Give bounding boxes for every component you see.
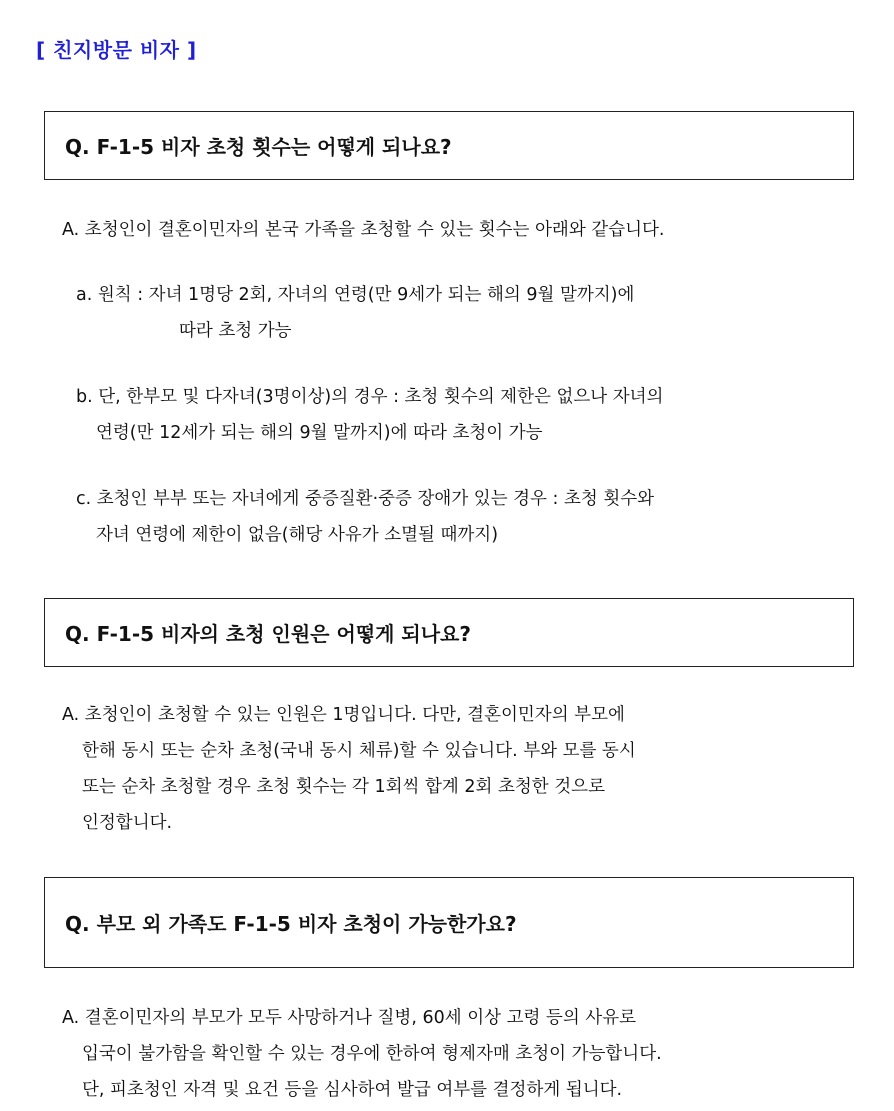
answer-2-line-4: 인정합니다. [82,813,173,833]
item-c-line-2: 자녀 연령에 제한이 없음(해당 사유가 소멸될 때까지) [96,525,499,545]
question-2: Q. F-1-5 비자의 초청 인원은 어떻게 되나요? [65,622,471,646]
question-1: Q. F-1-5 비자 초청 횟수는 어떻게 되나요? [65,135,452,159]
answer-3-line-1: A. 결혼이민자의 부모가 모두 사망하거나 질병, 60세 이상 고령 등의 사유로 [62,1008,637,1028]
answer-3 [62,1000,858,1108]
answer-1-item-a [76,277,856,349]
answer-3-line-3: 단, 피초청인 자격 및 요건 등을 심사하여 발급 여부를 결정하게 됩니다. [82,1080,623,1100]
item-a-line-1: a. 원칙 : 자녀 1명당 2회, 자녀의 연령(만 9세가 되는 해의 9월 말까지)에 [76,285,635,305]
question-box-2 [44,598,854,667]
answer-3-line-2: 입국이 불가함을 확인할 수 있는 경우에 한하여 형제자매 초청이 가능합니다. [82,1044,662,1064]
section-heading: [ 친지방문 비자 ] [36,38,197,62]
answer-1 [62,212,862,248]
item-b-line-2: 연령(만 12세가 되는 해의 9월 말까지)에 따라 초청이 가능 [96,423,543,443]
answer-2-line-2: 한해 동시 또는 순차 초청(국내 동시 체류)할 수 있습니다. 부와 모를 동시 [82,741,636,761]
question-3: Q. 부모 외 가족도 F-1-5 비자 초청이 가능한가요? [65,912,517,936]
answer-2 [62,697,858,841]
answer-1-item-b [76,379,858,451]
question-box-3 [44,877,854,968]
answer-2-line-1: A. 초청인이 초청할 수 있는 인원은 1명입니다. 다만, 결혼이민자의 부모에 [62,705,625,725]
item-a-line-2: 따라 초청 가능 [179,321,292,341]
answer-2-line-3: 또는 순차 초청할 경우 초청 횟수는 각 1회씩 합계 2회 초청한 것으로 [82,777,605,797]
answer-1-item-c [76,481,858,553]
item-b-line-1: b. 단, 한부모 및 다자녀(3명이상)의 경우 : 초청 횟수의 제한은 없으나 자녀의 [76,387,664,407]
item-c-line-1: c. 초청인 부부 또는 자녀에게 중증질환·중증 장애가 있는 경우 : 초청 횟수와 [76,489,655,509]
question-box-1 [44,111,854,180]
answer-1-text: A. 초청인이 결혼이민자의 본국 가족을 초청할 수 있는 횟수는 아래와 같습니다. [62,220,665,240]
